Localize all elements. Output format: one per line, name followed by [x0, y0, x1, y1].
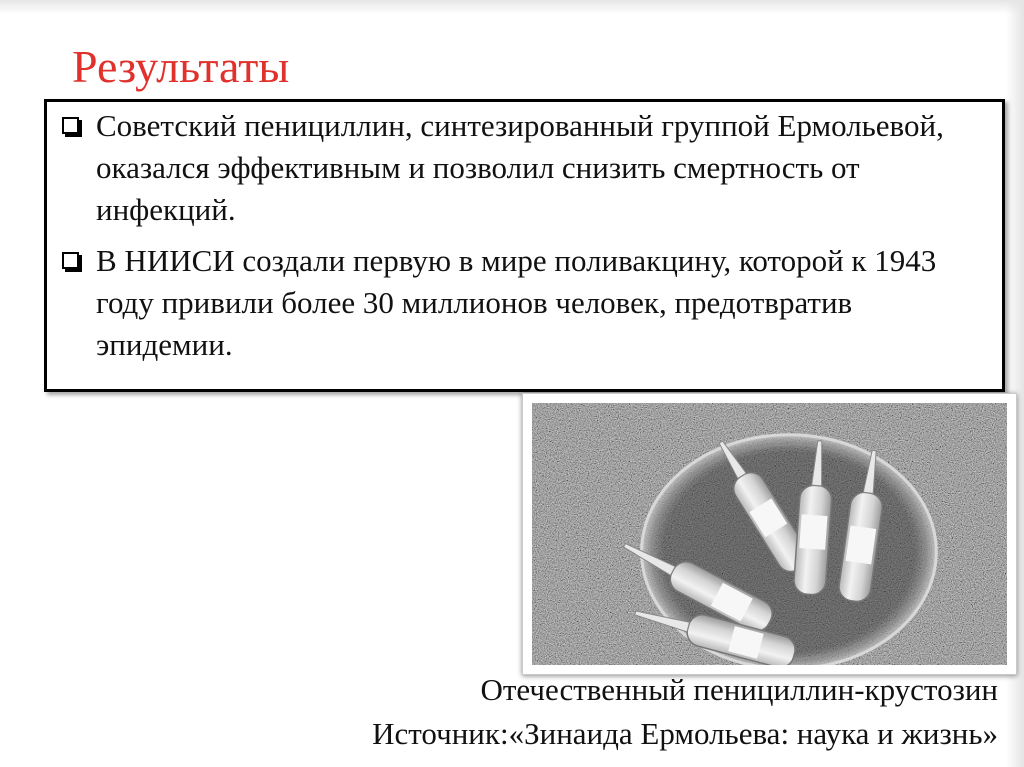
- bullet-text: Советский пенициллин, синтезированный группой Ермольевой, оказался эффективным и позволил снизить смертность от инфекций.: [96, 108, 944, 227]
- bullet-item: [60, 240, 992, 366]
- bullet-text: В НИИСИ создали первую в мире поливакцину, которой к 1943 году привили более 30 миллионов человек, предотвратив эпидемии.: [96, 243, 937, 362]
- photo-frame: [522, 393, 1017, 675]
- bullet-text-box: [44, 99, 1005, 392]
- photo-caption: Отечественный пенициллин-крустозин: [480, 672, 998, 707]
- slide-top-shadow: [0, 0, 1024, 14]
- checkbox-bullet-icon: [62, 117, 79, 134]
- checkbox-bullet-icon: [62, 252, 79, 269]
- bullet-item: [60, 105, 992, 231]
- source-caption: Источник:«Зинаида Ермольева: наука и жизнь»: [372, 716, 998, 751]
- slide-title: Результаты: [72, 41, 290, 92]
- ampoules-photo: [532, 403, 1007, 665]
